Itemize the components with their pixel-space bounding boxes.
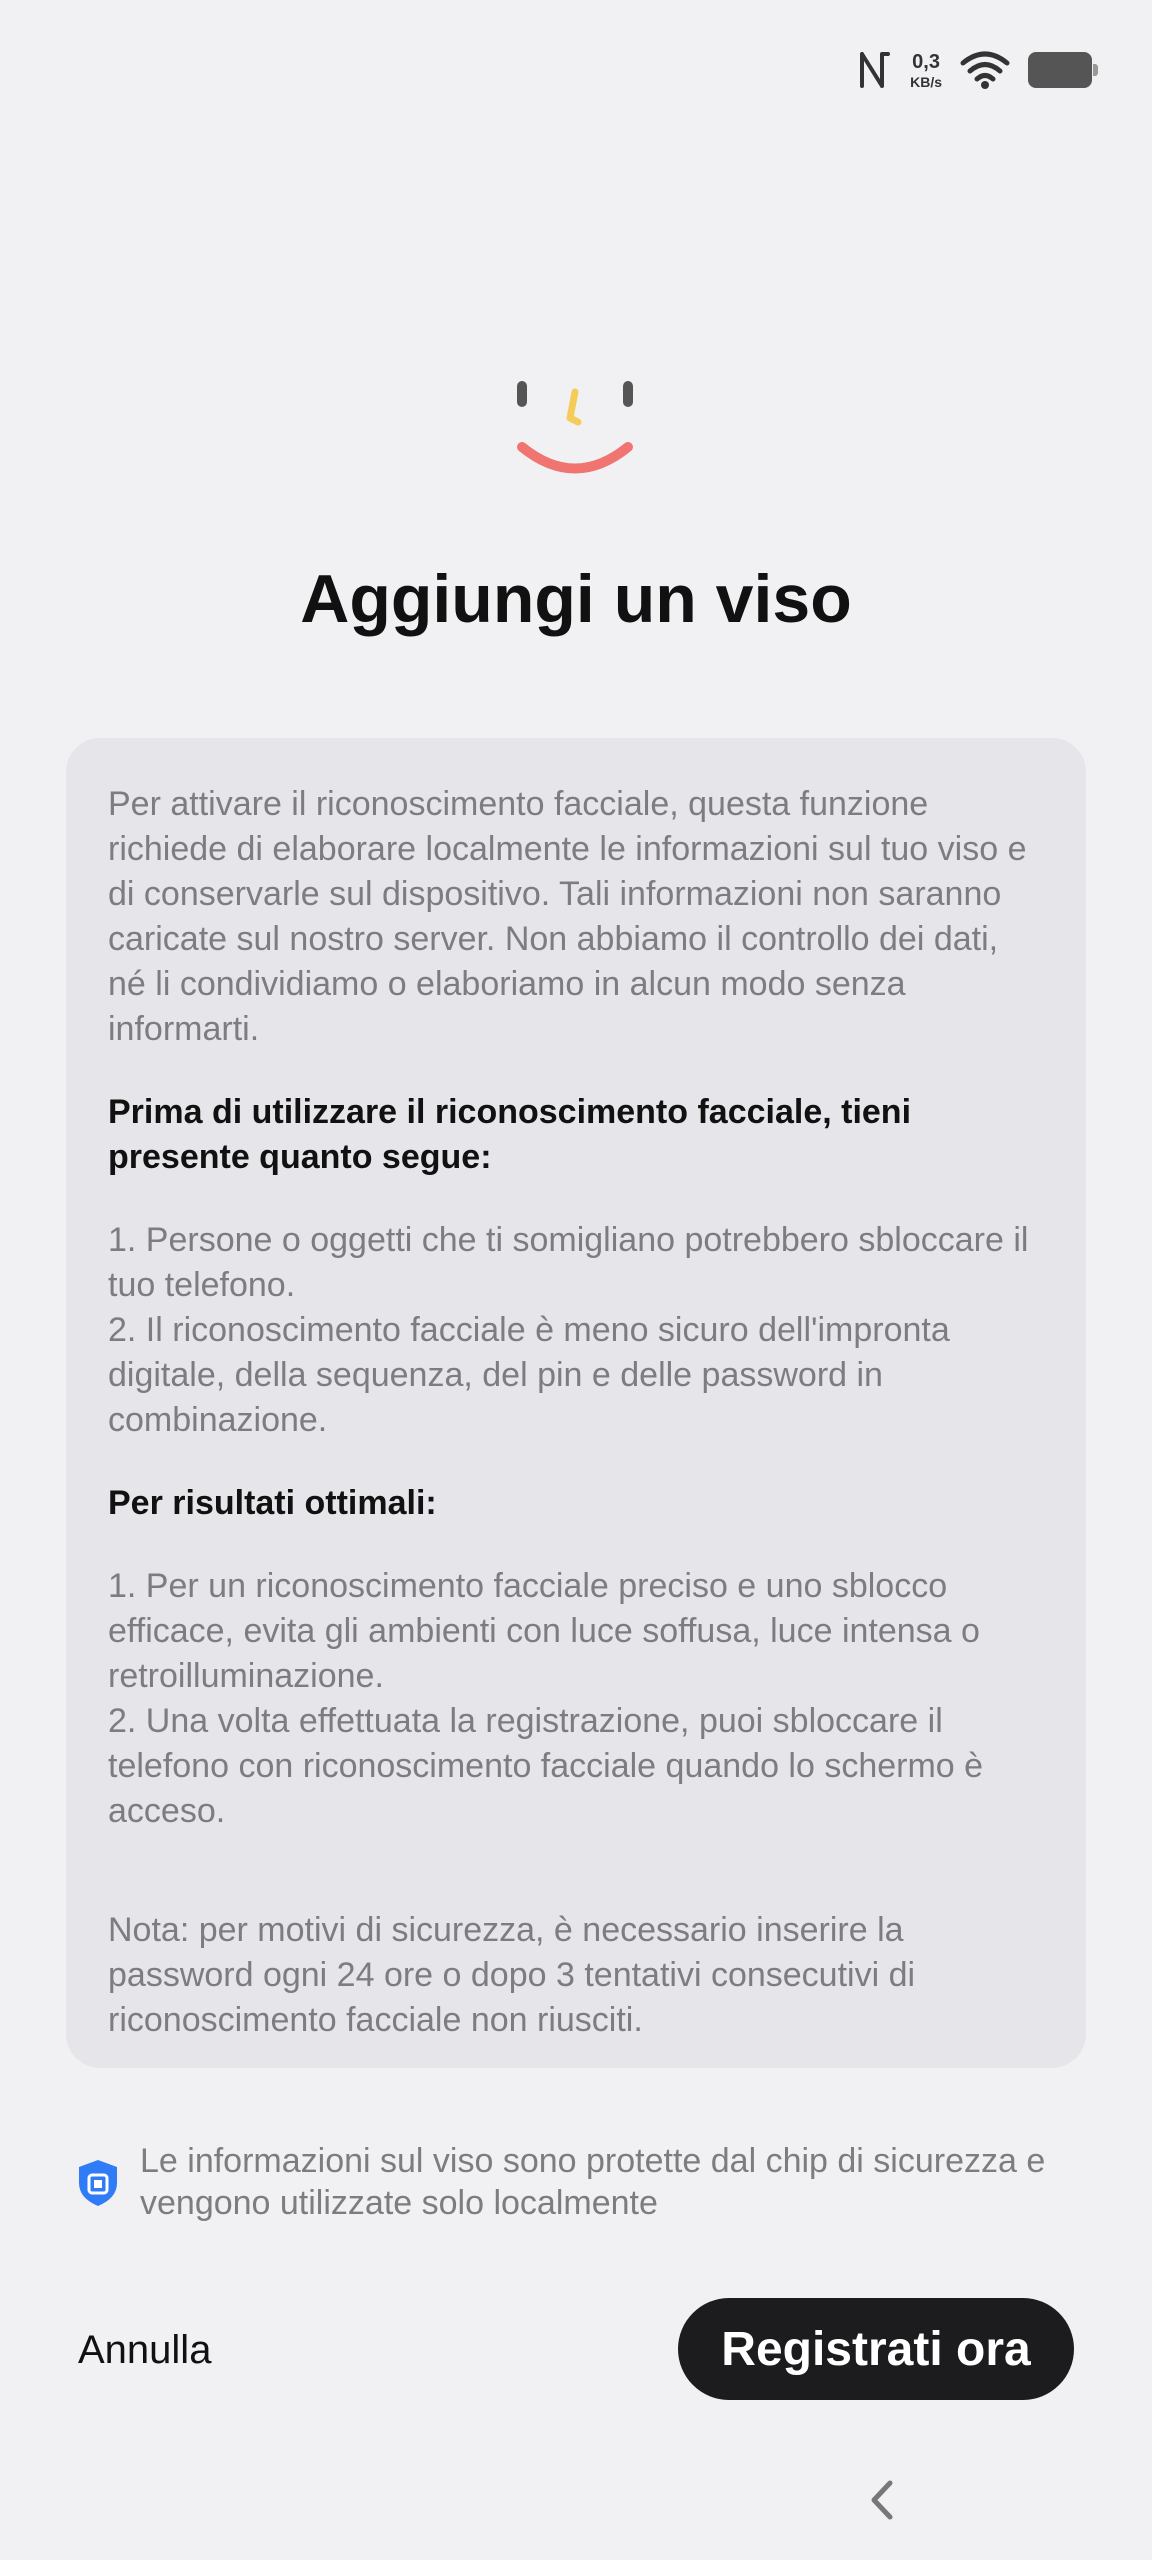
warning-heading: Prima di utilizzare il riconoscimento facciale, tieni presente quanto segue:	[108, 1093, 912, 1176]
status-bar	[856, 40, 1092, 100]
wifi-icon	[960, 50, 1010, 90]
warning-list	[108, 1218, 1044, 1443]
info-card	[66, 738, 1086, 2068]
battery-icon	[1028, 52, 1092, 88]
register-now-button[interactable]: Registrati ora	[678, 2298, 1074, 2400]
network-speed-unit: KB/s	[910, 73, 942, 90]
security-chip-text: Le informazioni sul viso sono protette dal chip di sicurezza e vengono utilizzate solo localmente	[140, 2142, 1046, 2222]
page-title: Aggiungi un viso	[300, 561, 852, 637]
security-chip-note	[76, 2140, 1086, 2224]
tips-list	[108, 1564, 1044, 1834]
intro-text: Per attivare il riconoscimento facciale, questa funzione richiede di elaborare localmente le informazioni sul tuo viso e di conservarle sul dispositivo. Tali informazioni non saranno caricate sul nostro server. Non abbiamo il controllo dei dati, né li condividiamo o elaboriamo in alcun modo senza informarti.	[108, 785, 1027, 1048]
network-speed	[910, 52, 942, 89]
shield-icon	[76, 2158, 120, 2208]
list-item: 1. Per un riconoscimento facciale preciso e uno sblocco efficace, evita gli ambienti con luce soffusa, luce intensa o retroilluminazione.	[108, 1567, 980, 1695]
list-item: 2. Una volta effettuata la registrazione, puoi sbloccare il telefono con riconoscimento facciale quando lo schermo è acceso.	[108, 1702, 984, 1830]
face-recognition-icon	[500, 372, 650, 492]
list-item: 1. Persone o oggetti che ti somigliano potrebbero sbloccare il tuo telefono.	[108, 1221, 1029, 1304]
network-speed-value: 0,3	[912, 50, 940, 73]
back-icon[interactable]	[862, 2475, 902, 2525]
list-item: 2. Il riconoscimento facciale è meno sicuro dell'impronta digitale, della sequenza, del pin e delle password in combinazione.	[108, 1311, 950, 1439]
nfc-icon	[856, 48, 892, 92]
cancel-button[interactable]: Annulla	[78, 2320, 211, 2380]
tips-heading: Per risultati ottimali:	[108, 1484, 437, 1522]
security-note-text: Nota: per motivi di sicurezza, è necessario inserire la password ogni 24 ore o dopo 3 tentativi consecutivi di riconoscimento facciale non riusciti.	[108, 1911, 916, 2039]
